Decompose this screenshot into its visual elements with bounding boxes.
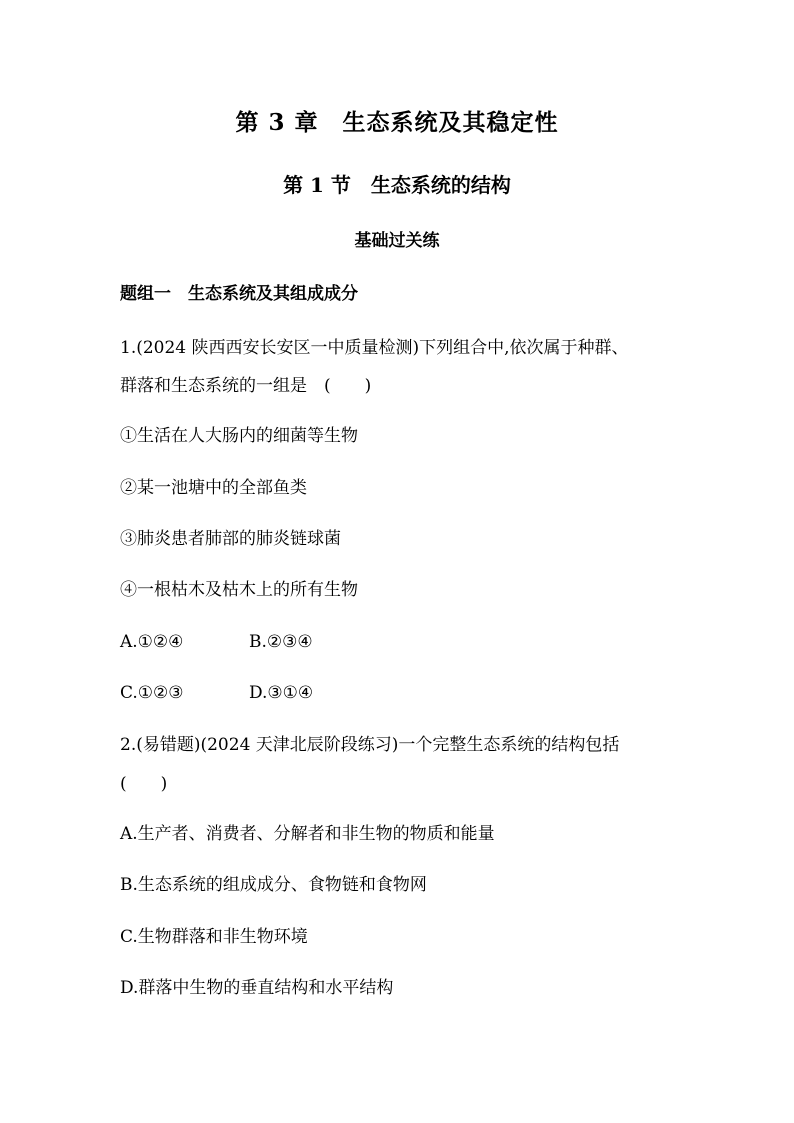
exercise-title: 基础过关练 — [354, 231, 440, 251]
question-1-option-b: B.②③④ — [249, 632, 313, 652]
chapter-title: 第 3 章 生态系统及其稳定性 — [235, 109, 559, 136]
question-1-option-c: C.①②③ — [120, 683, 184, 703]
question-2-option-a: A.生产者、消费者、分解者和非生物的物质和能量 — [120, 824, 495, 844]
section-title: 第 1 节 生态系统的结构 — [283, 173, 511, 197]
question-2-stem-line-2: ( ) — [120, 774, 168, 794]
question-1-stem-line-2: 群落和生态系统的一组是 ( ) — [120, 376, 372, 396]
question-1-option-a: A.①②④ — [120, 632, 184, 652]
question-1-stem-line-1: 1.(2024 陕西西安长安区一中质量检测)下列组合中,依次属于种群、 — [120, 338, 629, 358]
question-2-option-d: D.群落中生物的垂直结构和水平结构 — [120, 978, 394, 998]
question-1-item-2: ②某一池塘中的全部鱼类 — [120, 478, 307, 498]
question-2-option-b: B.生态系统的组成成分、食物链和食物网 — [120, 875, 427, 895]
question-group-title: 题组一 生态系统及其组成成分 — [120, 284, 358, 304]
question-1-item-3: ③肺炎患者肺部的肺炎链球菌 — [120, 529, 341, 549]
question-2-option-c: C.生物群落和非生物环境 — [120, 927, 308, 947]
question-1-option-d: D.③①④ — [249, 683, 314, 703]
question-2-stem-line-1: 2.(易错题)(2024 天津北辰阶段练习)一个完整生态系统的结构包括 — [120, 735, 620, 755]
question-1-item-1: ①生活在人大肠内的细菌等生物 — [120, 426, 358, 446]
question-1-item-4: ④一根枯木及枯木上的所有生物 — [120, 580, 358, 600]
